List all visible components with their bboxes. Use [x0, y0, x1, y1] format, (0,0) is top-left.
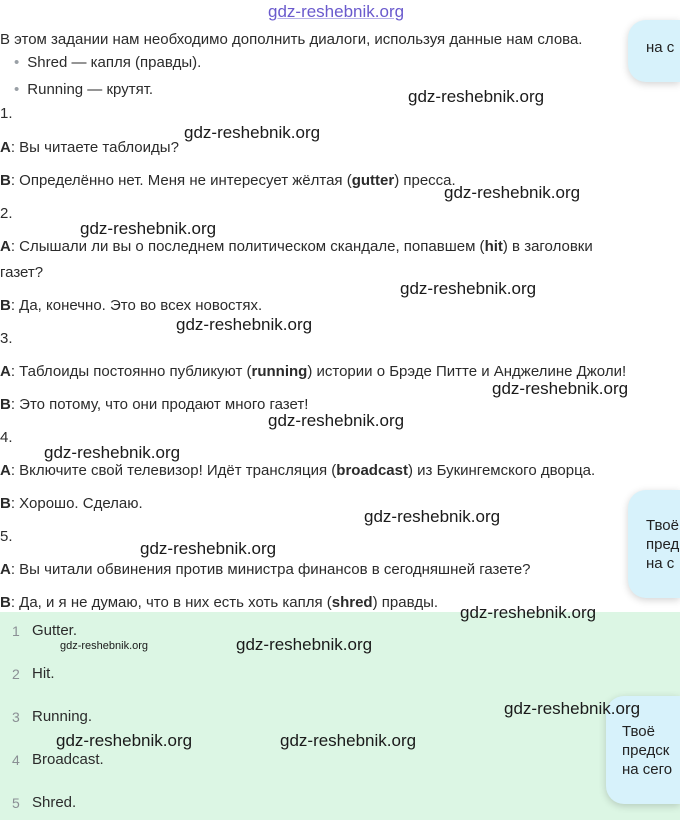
answer-text: Gutter. — [32, 622, 78, 639]
watermark: gdz-reshebnik.org — [444, 183, 581, 202]
dialogue-line: B: Да, и я не думаю, что в них есть хоть капля (shred) правды. — [0, 594, 439, 611]
bubble-text: Твоё — [646, 517, 679, 534]
dialogue-number: 3. — [0, 330, 13, 347]
watermark: gdz-reshebnik.org — [56, 731, 193, 750]
answer-number: 5 — [12, 795, 20, 811]
watermark: gdz-reshebnik.org — [140, 539, 277, 558]
watermark: gdz-reshebnik.org — [80, 219, 217, 238]
watermark: gdz-reshebnik.org — [184, 123, 321, 142]
bubble-text: предск — [622, 742, 670, 759]
intro-text: В этом задании нам необходимо дополнить диалоги, используя данные нам слова. — [0, 31, 583, 48]
dialogue-number: 5. — [0, 528, 13, 545]
dialogue-line: B: Да, конечно. Это во всех новостях. — [0, 297, 263, 314]
bubble-text: на с — [646, 555, 675, 572]
dialogue-line-continued: газет? — [0, 264, 44, 281]
answer-text: Hit. — [32, 665, 55, 682]
answer-number: 1 — [12, 623, 20, 639]
dialogue-line: A: Вы читали обвинения против министра финансов в сегодняшней газете? — [0, 561, 531, 578]
dialogue-line: A: Слышали ли вы о последнем политическом скандале, попавшем (hit) в заголовки — [0, 238, 593, 255]
dialogue-line: B: Это потому, что они продают много газет! — [0, 396, 309, 413]
bubble-text: на сего — [622, 761, 673, 778]
watermark: gdz-reshebnik.org — [268, 411, 405, 430]
watermark-top: gdz-reshebnik.org — [268, 2, 405, 21]
watermark: gdz-reshebnik.org — [60, 640, 149, 652]
dialogue-number: 1. — [0, 105, 13, 122]
side-bubble-middle[interactable] — [628, 490, 680, 598]
bubble-text: пред — [646, 536, 680, 553]
answer-number: 3 — [12, 709, 20, 725]
answer-number: 4 — [12, 752, 20, 768]
dialogue-number: 2. — [0, 205, 13, 222]
dialogue-line: A: Вы читаете таблоиды? — [0, 139, 179, 156]
bullet-item: • Shred — капля (правды). — [14, 53, 201, 73]
answer-text: Broadcast. — [32, 751, 104, 768]
dialogue-line: A: Таблоиды постоянно публикуют (running) истории о Брэде Питте и Анджелине Джоли! — [0, 363, 627, 380]
watermark: gdz-reshebnik.org — [408, 87, 545, 106]
dialogue-line: A: Включите свой телевизор! Идёт трансляция (broadcast) из Букингемского дворца. — [0, 462, 596, 479]
watermark: gdz-reshebnik.org — [280, 731, 417, 750]
watermark: gdz-reshebnik.org — [236, 635, 373, 654]
dialogue-number: 4. — [0, 429, 13, 446]
bullet-item: • Running — крутят. — [14, 80, 153, 100]
watermark: gdz-reshebnik.org — [400, 279, 537, 298]
watermark: gdz-reshebnik.org — [44, 443, 181, 462]
watermark: gdz-reshebnik.org — [492, 379, 629, 398]
bubble-text: на с — [646, 39, 675, 56]
dialogue-line: B: Определённо нет. Меня не интересует жёлтая (gutter) пресса. — [0, 172, 456, 189]
answer-number: 2 — [12, 666, 20, 682]
watermark: gdz-reshebnik.org — [504, 699, 641, 718]
watermark: gdz-reshebnik.org — [364, 507, 501, 526]
answer-text: Shred. — [32, 794, 77, 811]
bubble-text: Твоё — [622, 723, 655, 740]
watermark: gdz-reshebnik.org — [460, 603, 597, 622]
side-bubble-top[interactable] — [628, 20, 680, 82]
answer-text: Running. — [32, 708, 93, 725]
dialogue-line: B: Хорошо. Сделаю. — [0, 495, 143, 512]
watermark: gdz-reshebnik.org — [176, 315, 313, 334]
